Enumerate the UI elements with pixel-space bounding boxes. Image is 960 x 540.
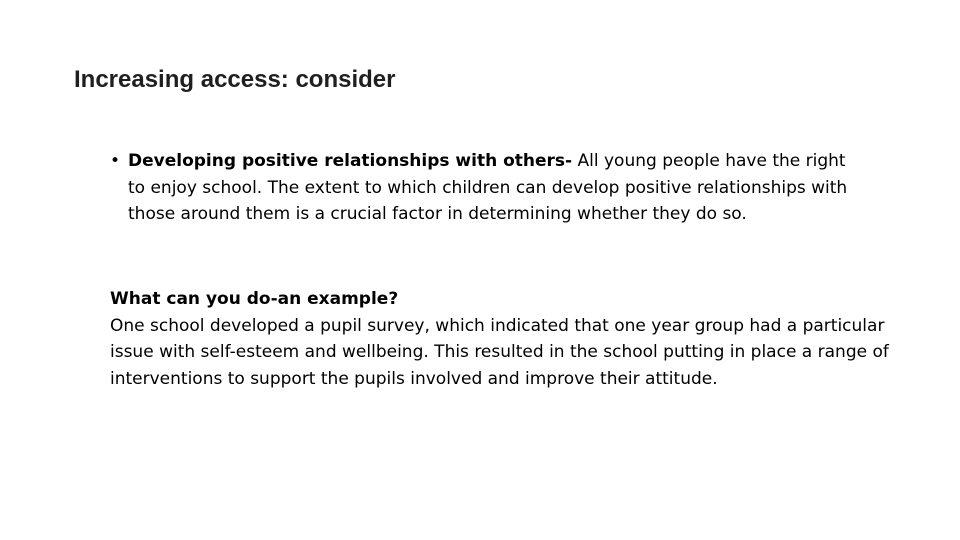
bullet-marker: •	[110, 151, 121, 171]
bullet-heading: Developing positive relationships with others-	[128, 151, 573, 171]
bullet-body: All young people have the right to enjoy school. The extent to which children can develop positive relationships with those around them is a crucial factor in determining whether they do so.	[128, 151, 848, 224]
bullet-list	[110, 148, 855, 228]
example-body: One school developed a pupil survey, which indicated that one year group had a particular issue with self-esteem and wellbeing. This resulted in the school putting in place a range of interventions to support the pupils involved and improve their attitude.	[110, 315, 889, 389]
slide-title: Increasing access: consider	[74, 66, 396, 93]
bullet-item	[110, 148, 855, 228]
example-section	[110, 286, 890, 392]
example-heading: What can you do-an example?	[110, 289, 399, 309]
bullet-text	[128, 148, 855, 228]
